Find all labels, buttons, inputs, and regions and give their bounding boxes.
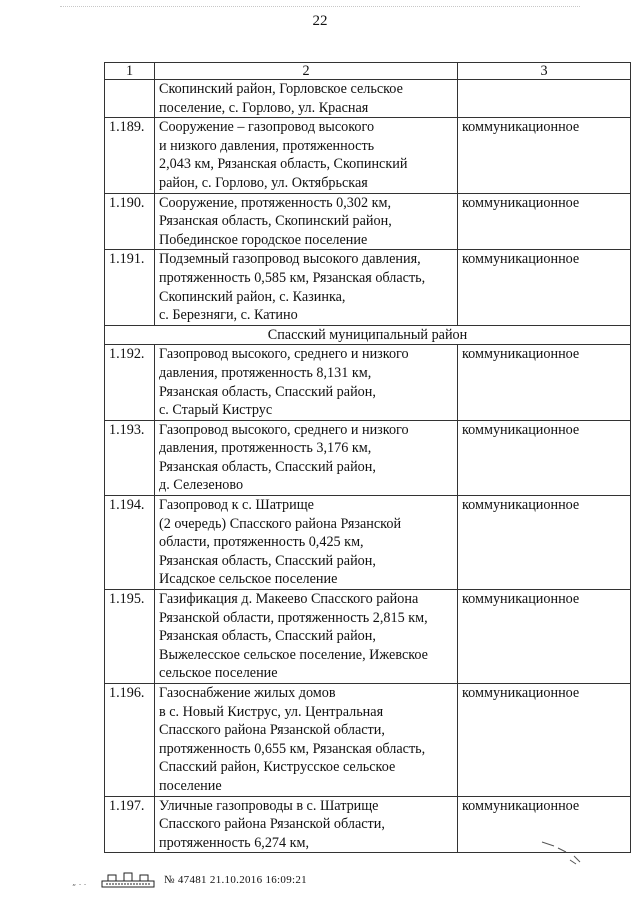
- object-type: [458, 80, 631, 118]
- object-type: коммуникационное: [458, 193, 631, 250]
- column-header: 2: [155, 63, 458, 80]
- row-number: 1.195.: [105, 590, 155, 684]
- object-description: Газопровод к с. Шатрище (2 очередь) Спасского района Рязанской области, протяженность 0,425 км, Рязанская область, Спасский район, Исадское сельское поселение: [155, 496, 458, 590]
- table-row: [105, 250, 631, 325]
- scan-scribble-mark: [540, 838, 590, 868]
- column-header: 3: [458, 63, 631, 80]
- table-row: [105, 590, 631, 684]
- footer-stamp: [100, 870, 307, 890]
- object-description: Скопинский район, Горловское сельское поселение, с. Горлово, ул. Красная: [155, 80, 458, 118]
- object-type: коммуникационное: [458, 684, 631, 797]
- table-row: [105, 420, 631, 495]
- row-number: 1.192.: [105, 345, 155, 420]
- row-number: 1.194.: [105, 496, 155, 590]
- object-description: Газификация д. Макеево Спасского района Рязанской области, протяженность 2,815 км, Рязанская область, Спасский район, Выжелесское сельское поселение, Ижевское сельское поселение: [155, 590, 458, 684]
- page-number: 22: [312, 13, 328, 29]
- row-number: 1.197.: [105, 796, 155, 853]
- object-description: Газопровод высокого, среднего и низкого давления, протяженность 8,131 км, Рязанская область, Спасский район, с. Старый Киструс: [155, 345, 458, 420]
- table-row: [105, 345, 631, 420]
- registry-building-logo: [100, 872, 156, 888]
- object-description: Подземный газопровод высокого давления, протяженность 0,585 км, Рязанская область, Скопинский район, с. Казинка, с. Березняги, с. Катино: [155, 250, 458, 325]
- section-heading: Спасский муниципальный район: [105, 325, 631, 345]
- object-description: Сооружение – газопровод высокого и низкого давления, протяженность 2,043 км, Рязанская область, Скопинский район, с. Горлово, ул. Октябрьская: [155, 118, 458, 193]
- object-description: Уличные газопроводы в с. Шатрище Спасского района Рязанской области, протяженность 6,274 км,: [155, 796, 458, 853]
- row-number: 1.190.: [105, 193, 155, 250]
- table-row: [105, 80, 631, 118]
- object-type: коммуникационное: [458, 118, 631, 193]
- object-type: коммуникационное: [458, 796, 631, 853]
- stamp-number-date: № 47481 21.10.2016 16:09:21: [164, 874, 307, 886]
- object-description: Газоснабжение жилых домов в с. Новый Киструс, ул. Центральная Спасского района Рязанской области, протяженность 0,655 км, Рязанская область, Спасский район, Киструсское сельское поселение: [155, 684, 458, 797]
- object-type: коммуникационное: [458, 420, 631, 495]
- object-type: коммуникационное: [458, 250, 631, 325]
- row-number: 1.193.: [105, 420, 155, 495]
- table-header-row: [105, 63, 631, 80]
- scan-noise-line: [60, 6, 580, 8]
- section-heading-row: [105, 325, 631, 345]
- object-type: коммуникационное: [458, 345, 631, 420]
- row-number: [105, 80, 155, 118]
- column-header: 1: [105, 63, 155, 80]
- row-number: 1.189.: [105, 118, 155, 193]
- object-description: Сооружение, протяженность 0,302 км, Рязанская область, Скопинский район, Побединское городское поселение: [155, 193, 458, 250]
- margin-mark: „ . .: [72, 878, 87, 887]
- table-row: [105, 496, 631, 590]
- table-row: [105, 118, 631, 193]
- object-type: коммуникационное: [458, 496, 631, 590]
- table-row: [105, 193, 631, 250]
- table-row: [105, 684, 631, 797]
- row-number: 1.191.: [105, 250, 155, 325]
- registry-table: [104, 62, 631, 853]
- row-number: 1.196.: [105, 684, 155, 797]
- object-type: коммуникационное: [458, 590, 631, 684]
- object-description: Газопровод высокого, среднего и низкого давления, протяженность 3,176 км, Рязанская область, Спасский район, д. Селезеново: [155, 420, 458, 495]
